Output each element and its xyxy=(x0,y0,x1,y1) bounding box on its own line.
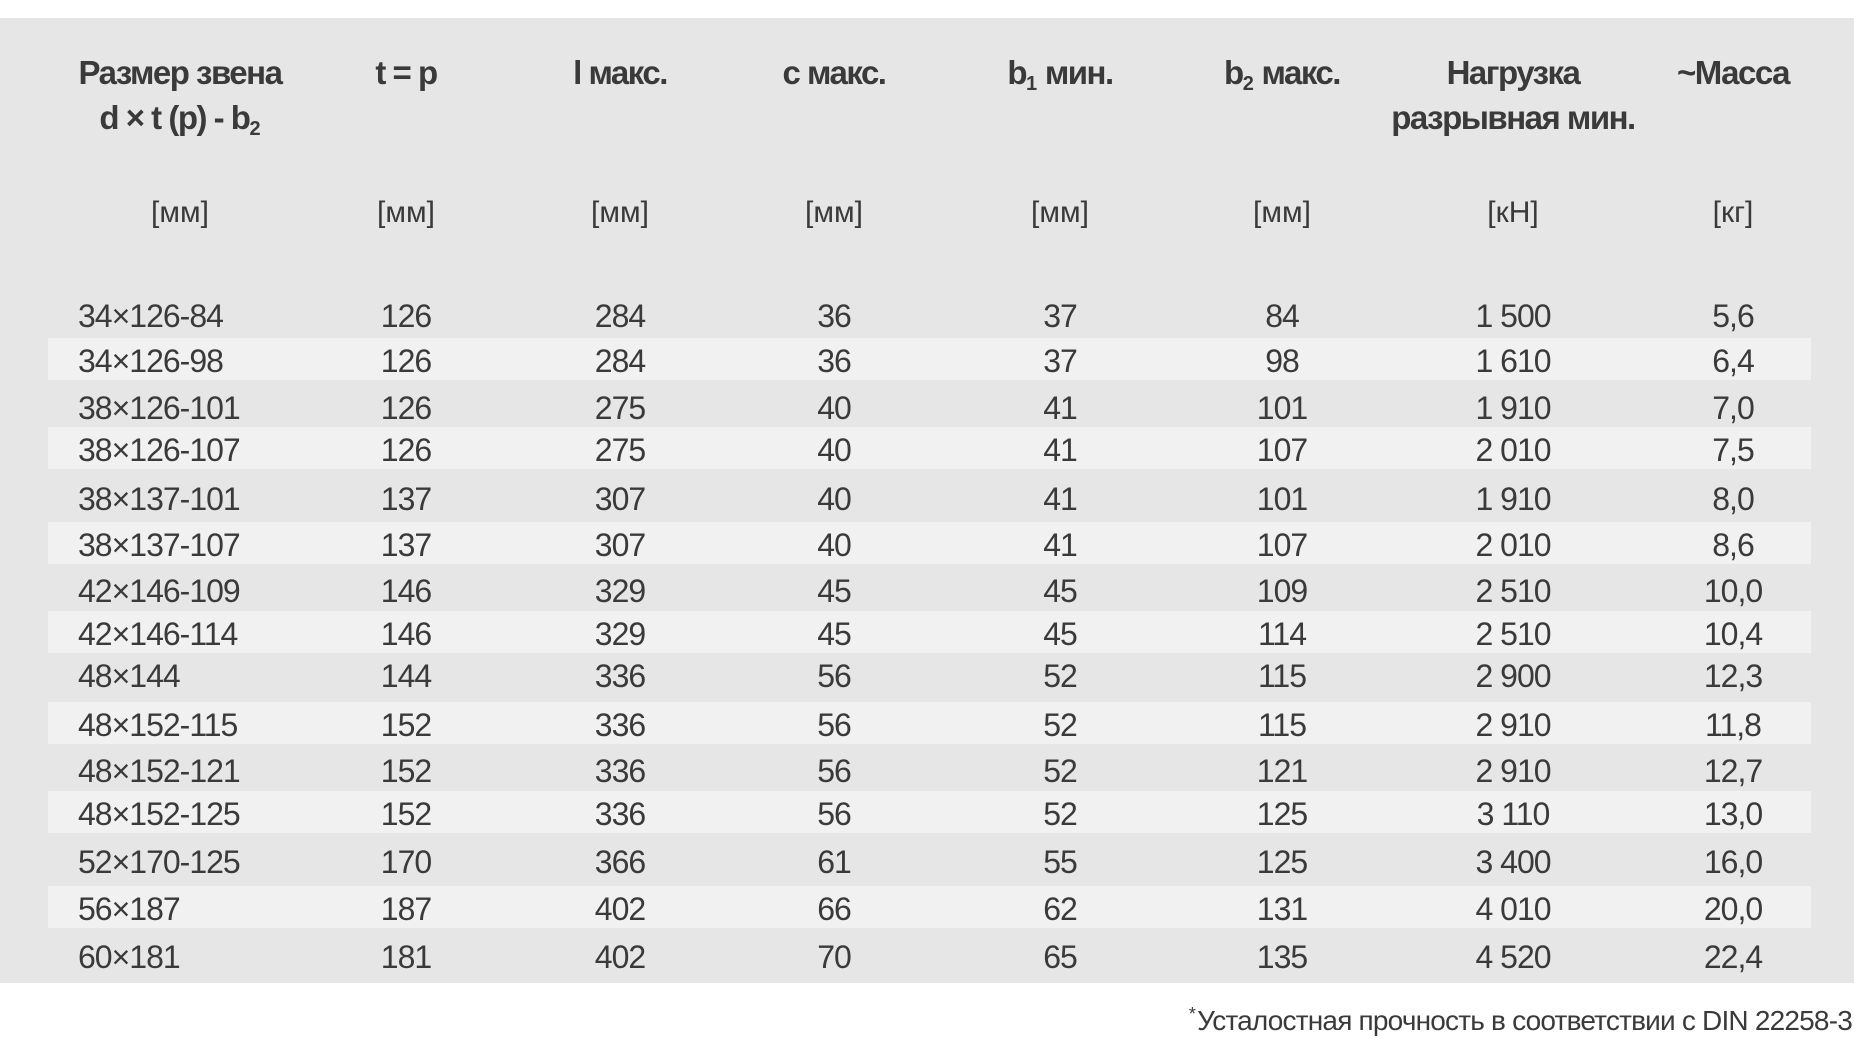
table-cell: 126 xyxy=(380,343,432,379)
table-cell: 135 xyxy=(1256,939,1308,975)
table-cell: 41 xyxy=(1043,527,1077,563)
table-cell: 12,7 xyxy=(1703,753,1763,789)
table-cell: 402 xyxy=(594,891,646,927)
table-cell: 45 xyxy=(817,573,851,609)
table-cell: 109 xyxy=(1256,573,1308,609)
table-cell: 42×146-114 xyxy=(78,616,238,652)
table-cell: 115 xyxy=(1257,707,1307,743)
table-row xyxy=(0,654,1854,698)
header-length-label: l макс. xyxy=(573,54,667,91)
table-cell: 336 xyxy=(594,796,646,832)
header-pitch xyxy=(375,50,436,95)
table-cell: 52×170-125 xyxy=(78,844,240,880)
table-cell: 56 xyxy=(817,796,851,832)
table-cell: 336 xyxy=(594,658,646,694)
table-row xyxy=(0,428,1854,472)
table-row xyxy=(0,887,1854,931)
table-cell: 61 xyxy=(817,844,851,880)
table-cell: 3 400 xyxy=(1475,844,1551,880)
table-cell: 38×137-107 xyxy=(78,527,240,563)
table-cell: 115 xyxy=(1257,658,1307,694)
table-cell: 41 xyxy=(1043,390,1077,426)
table-cell: 146 xyxy=(380,616,432,652)
table-cell: 307 xyxy=(594,527,646,563)
table-cell: 98 xyxy=(1265,343,1299,379)
table-cell: 329 xyxy=(594,616,646,652)
table-cell: 40 xyxy=(817,432,851,468)
unit-size: [мм] xyxy=(151,196,209,229)
table-row xyxy=(0,749,1854,793)
table-cell: 7,5 xyxy=(1712,432,1754,468)
table-cell: 45 xyxy=(1043,573,1077,609)
header-b2-max xyxy=(1224,50,1340,107)
header-b1-line xyxy=(1007,50,1112,107)
table-cell: 1 910 xyxy=(1475,390,1551,426)
table-cell: 84 xyxy=(1265,298,1299,334)
table-cell: 114 xyxy=(1257,616,1307,652)
table-cell: 48×152-121 xyxy=(78,753,240,789)
table-cell: 152 xyxy=(380,707,432,743)
table-cell: 107 xyxy=(1256,527,1308,563)
table-cell: 11,8 xyxy=(1705,707,1761,743)
table-cell: 366 xyxy=(594,844,646,880)
table-cell: 38×137-101 xyxy=(78,481,240,517)
table-cell: 5,6 xyxy=(1712,298,1754,334)
table-cell: 37 xyxy=(1043,298,1077,334)
header-b1-min xyxy=(1007,50,1112,107)
table-cell: 22,4 xyxy=(1703,939,1763,975)
table-cell: 36 xyxy=(817,298,851,334)
table-cell: 56×187 xyxy=(78,891,180,927)
table-cell: 126 xyxy=(380,298,432,334)
table-cell: 40 xyxy=(817,390,851,426)
table-row xyxy=(0,339,1854,383)
header-b2-main: b xyxy=(1224,54,1243,91)
table-cell: 48×152-125 xyxy=(78,796,240,832)
table-cell: 41 xyxy=(1043,432,1077,468)
table-cell: 60×181 xyxy=(78,939,180,975)
table-cell: 45 xyxy=(817,616,851,652)
table-cell: 13,0 xyxy=(1703,796,1763,832)
table-cell: 336 xyxy=(594,707,646,743)
table-row xyxy=(0,294,1854,338)
table-cell: 34×126-84 xyxy=(78,298,223,334)
table-row xyxy=(0,569,1854,613)
table-cell: 307 xyxy=(594,481,646,517)
table-cell: 4 010 xyxy=(1475,891,1551,927)
table-cell: 126 xyxy=(380,390,432,426)
header-b2-sub: 2 xyxy=(1242,73,1254,95)
header-load-line2: разрывная мин. xyxy=(1391,99,1635,136)
header-b1-sub: 1 xyxy=(1026,73,1038,95)
header-b1-after: мин. xyxy=(1037,54,1113,91)
table-cell: 41 xyxy=(1043,481,1077,517)
table-row xyxy=(0,612,1854,656)
table-cell: 48×144 xyxy=(78,658,180,694)
table-cell: 16,0 xyxy=(1703,844,1763,880)
table-row xyxy=(0,840,1854,884)
table-cell: 131 xyxy=(1256,891,1308,927)
table-cell: 336 xyxy=(594,753,646,789)
table-cell: 107 xyxy=(1256,432,1308,468)
header-c-max-label: c макс. xyxy=(782,54,886,91)
table-cell: 152 xyxy=(380,796,432,832)
table-cell: 34×126-98 xyxy=(78,343,223,379)
table-cell: 38×126-101 xyxy=(78,390,240,426)
table-cell: 56 xyxy=(817,658,851,694)
header-size-line1: Размер звена xyxy=(78,54,282,91)
table-cell: 187 xyxy=(380,891,432,927)
table-cell: 55 xyxy=(1043,844,1077,880)
footnote-mark: * xyxy=(1188,1004,1196,1024)
footnote-text: Усталостная прочность в соответствии с DIN 22258-3 xyxy=(1197,1005,1852,1036)
table-cell: 101 xyxy=(1256,390,1308,426)
table-cell: 45 xyxy=(1043,616,1077,652)
table-cell: 329 xyxy=(594,573,646,609)
table-cell: 37 xyxy=(1043,343,1077,379)
table-cell: 170 xyxy=(380,844,432,880)
table-row xyxy=(0,386,1854,430)
table-cell: 137 xyxy=(380,481,432,517)
table-cell: 2 010 xyxy=(1475,432,1551,468)
table-cell: 56 xyxy=(817,707,851,743)
table-cell: 125 xyxy=(1256,844,1308,880)
unit-b2: [мм] xyxy=(1253,196,1311,229)
table-row xyxy=(0,935,1854,979)
table-cell: 1 910 xyxy=(1475,481,1551,517)
table-cell: 65 xyxy=(1043,939,1077,975)
table-cell: 42×146-109 xyxy=(78,573,240,609)
table-cell: 36 xyxy=(817,343,851,379)
header-size-line2 xyxy=(79,95,282,152)
unit-load: [кН] xyxy=(1487,196,1539,229)
header-size-sub: 2 xyxy=(249,118,261,140)
table-cell: 7,0 xyxy=(1712,390,1754,426)
table-cell: 6,4 xyxy=(1712,343,1754,379)
table-cell: 8,0 xyxy=(1712,481,1754,517)
table-cell: 70 xyxy=(817,939,851,975)
table-cell: 56 xyxy=(817,753,851,789)
table-cell: 38×126-107 xyxy=(78,432,240,468)
table-cell: 121 xyxy=(1256,753,1308,789)
unit-mass: [кг] xyxy=(1712,196,1754,229)
header-size-formula: d × t (p) - b xyxy=(99,99,250,136)
unit-pitch: [мм] xyxy=(377,196,435,229)
table-cell: 146 xyxy=(380,573,432,609)
table-cell: 181 xyxy=(380,939,432,975)
header-b2-after: макс. xyxy=(1253,54,1340,91)
table-cell: 62 xyxy=(1043,891,1077,927)
table-cell: 1 610 xyxy=(1475,343,1551,379)
table-cell: 20,0 xyxy=(1703,891,1763,927)
table-cell: 137 xyxy=(380,527,432,563)
header-size xyxy=(79,50,282,152)
table-cell: 2 910 xyxy=(1475,753,1551,789)
table-cell: 10,4 xyxy=(1703,616,1763,652)
table-cell: 52 xyxy=(1043,796,1077,832)
table-cell: 8,6 xyxy=(1712,527,1754,563)
header-b2-line xyxy=(1224,50,1340,107)
unit-b1: [мм] xyxy=(1031,196,1089,229)
header-c-max xyxy=(783,50,886,95)
table-cell: 126 xyxy=(380,432,432,468)
table-cell: 152 xyxy=(380,753,432,789)
table-cell: 275 xyxy=(594,432,646,468)
table-row xyxy=(0,477,1854,521)
table-cell: 52 xyxy=(1043,753,1077,789)
header-load-line1: Нагрузка xyxy=(1446,54,1580,91)
table-cell: 402 xyxy=(594,939,646,975)
table-cell: 2 900 xyxy=(1475,658,1551,694)
table-cell: 125 xyxy=(1256,796,1308,832)
table-cell: 10,0 xyxy=(1703,573,1763,609)
header-pitch-label: t = p xyxy=(375,54,437,91)
header-breaking-load xyxy=(1391,50,1634,140)
table-cell: 275 xyxy=(594,390,646,426)
table-cell: 2 510 xyxy=(1475,616,1551,652)
table-cell: 48×152-115 xyxy=(78,707,238,743)
header-b1-main: b xyxy=(1007,54,1027,91)
table-cell: 4 520 xyxy=(1475,939,1551,975)
table-cell: 144 xyxy=(380,658,432,694)
table-cell: 1 500 xyxy=(1475,298,1551,334)
table-cell: 52 xyxy=(1043,658,1077,694)
table-cell: 101 xyxy=(1256,481,1308,517)
table-row xyxy=(0,792,1854,836)
table-cell: 40 xyxy=(817,481,851,517)
header-length xyxy=(573,50,667,95)
table-cell: 52 xyxy=(1043,707,1077,743)
table-row xyxy=(0,703,1854,747)
footnote xyxy=(1189,996,1852,1039)
unit-length: [мм] xyxy=(591,196,649,229)
table-cell: 3 110 xyxy=(1476,796,1550,832)
table-cell: 40 xyxy=(817,527,851,563)
table-cell: 284 xyxy=(594,343,646,379)
header-mass xyxy=(1677,50,1789,95)
table-cell: 284 xyxy=(594,298,646,334)
header-mass-label: ~Масса xyxy=(1677,54,1789,91)
table-cell: 2 910 xyxy=(1475,707,1551,743)
table-row xyxy=(0,523,1854,567)
table-cell: 2 510 xyxy=(1475,573,1551,609)
table-cell: 2 010 xyxy=(1475,527,1551,563)
table-cell: 12,3 xyxy=(1703,658,1763,694)
unit-c-max: [мм] xyxy=(805,196,863,229)
table-cell: 66 xyxy=(817,891,851,927)
